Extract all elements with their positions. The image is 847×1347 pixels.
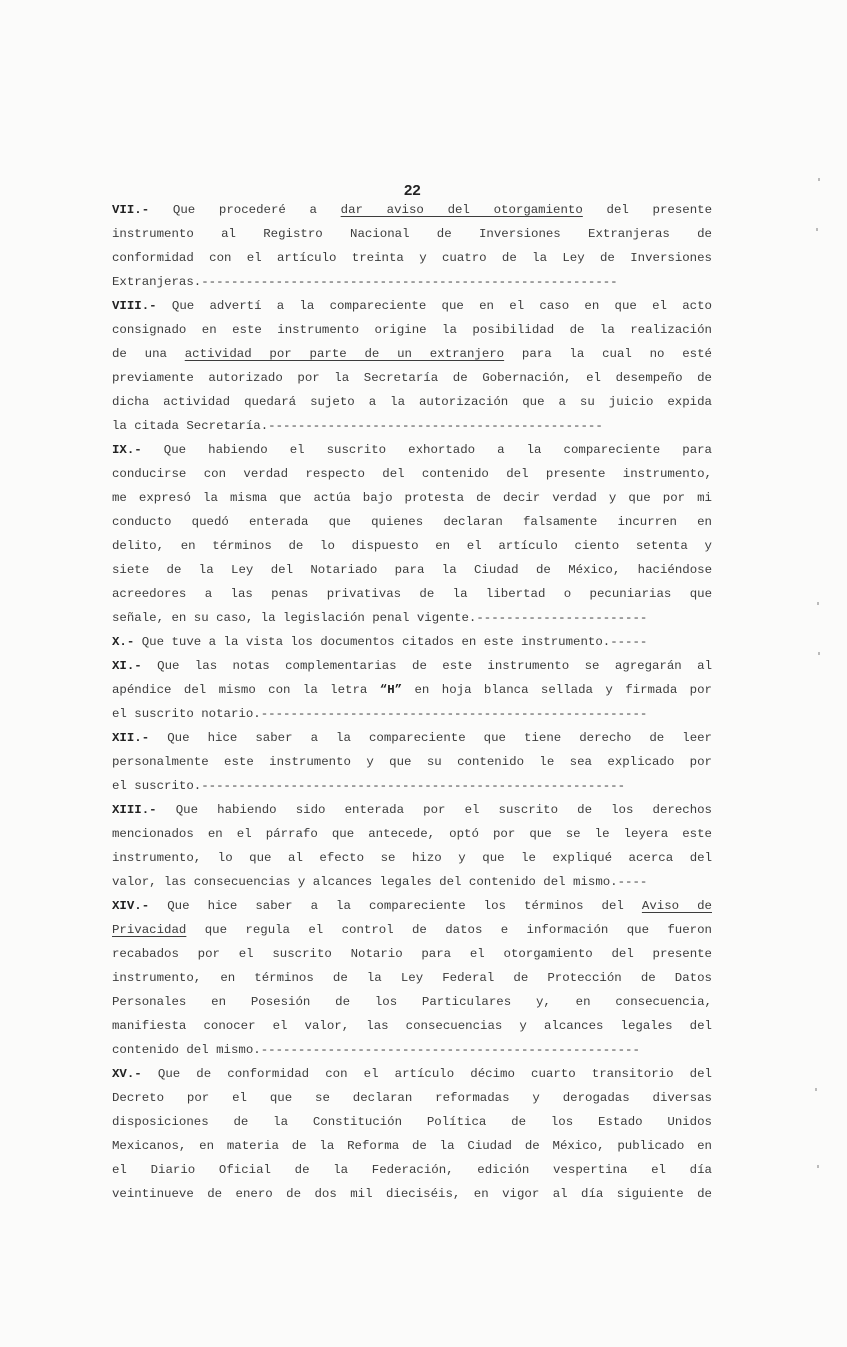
text-line — [112, 942, 712, 966]
scan-speck — [817, 602, 819, 605]
text-segment: disposiciones de la Constitución Política de los Estado Unidos — [112, 1115, 712, 1129]
text-line — [112, 558, 712, 582]
text-line — [112, 846, 712, 870]
underlined-text: Aviso de — [641, 899, 712, 913]
text-segment: en hoja blanca sellada y firmada por — [402, 683, 712, 697]
text-segment: Que habiendo sido enterada por el suscrito de los derechos — [156, 803, 712, 817]
text-line — [112, 510, 712, 534]
clause-label: XV.- — [112, 1067, 142, 1081]
clause-label: XII.- — [112, 731, 150, 745]
scan-speck — [816, 228, 818, 231]
text-line — [112, 1014, 712, 1038]
text-segment: Que procederé a — [149, 203, 341, 217]
text-line — [112, 1158, 712, 1182]
text-segment: Personales en Posesión de los Particulares y, en consecuencia, — [112, 995, 712, 1009]
text-line — [112, 366, 712, 390]
text-segment: señale, en su caso, la legislación penal vigente.----------------------- — [112, 611, 648, 625]
text-line — [112, 822, 712, 846]
text-line — [112, 438, 712, 462]
text-line — [112, 630, 712, 654]
underlined-text: Privacidad — [112, 923, 187, 937]
text-line — [112, 702, 712, 726]
text-line — [112, 486, 712, 510]
underlined-text: dar aviso del otorgamiento — [340, 203, 583, 217]
clause-label: VIII.- — [112, 299, 157, 313]
text-line — [112, 534, 712, 558]
text-segment: conducto quedó enterada que quienes declaran falsamente incurren en — [112, 515, 712, 529]
text-segment: acreedores a las penas privativas de la libertad o pecuniarias que — [112, 587, 712, 601]
text-line — [112, 774, 712, 798]
text-line — [112, 414, 712, 438]
text-segment: el Diario Oficial de la Federación, edición vespertina el día — [112, 1163, 712, 1177]
text-line — [112, 606, 712, 630]
text-line — [112, 1062, 712, 1086]
text-segment: dicha actividad quedará sujeto a la autorización que a su juicio expida — [112, 395, 712, 409]
text-segment: consignado en este instrumento origine la posibilidad de la realización — [112, 323, 712, 337]
text-segment: instrumento al Registro Nacional de Inversiones Extranjeras de — [112, 227, 712, 241]
text-segment: recabados por el suscrito Notario para el otorgamiento del presente — [112, 947, 712, 961]
scan-speck — [818, 652, 820, 655]
text-segment: conducirse con verdad respecto del contenido del presente instrumento, — [112, 467, 712, 481]
text-line — [112, 1134, 712, 1158]
text-segment: conformidad con el artículo treinta y cuatro de la Ley de Inversiones — [112, 251, 712, 265]
text-segment: veintinueve de enero de dos mil dieciséis, en vigor al día siguiente de — [112, 1187, 712, 1201]
text-segment: para la cual no esté — [504, 347, 712, 361]
text-line — [112, 582, 712, 606]
text-line — [112, 654, 712, 678]
text-segment: del presente — [582, 203, 712, 217]
underlined-text: actividad por parte de un extranjero — [184, 347, 505, 361]
text-line — [112, 678, 712, 702]
text-segment: instrumento, lo que al efecto se hizo y que le expliqué acerca del — [112, 851, 712, 865]
text-line — [112, 1182, 712, 1206]
text-line — [112, 222, 712, 246]
text-segment: Mexicanos, en materia de la Reforma de la Ciudad de México, publicado en — [112, 1139, 712, 1153]
text-segment: Extranjeras.-------------------------------------------------------- — [112, 275, 618, 289]
text-line — [112, 750, 712, 774]
scan-speck — [817, 1165, 819, 1168]
text-segment: la citada Secretaría.--------------------------------------------- — [112, 419, 603, 433]
text-line — [112, 1038, 712, 1062]
text-line — [112, 870, 712, 894]
text-segment: previamente autorizado por la Secretaría de Gobernación, el desempeño de — [112, 371, 712, 385]
scan-speck — [818, 178, 820, 181]
text-segment: me expresó la misma que actúa bajo protesta de decir verdad y que por mi — [112, 491, 712, 505]
clause-label: XIV.- — [112, 899, 150, 913]
text-segment: valor, las consecuencias y alcances legales del contenido del mismo.---- — [112, 875, 648, 889]
clause-label: IX.- — [112, 443, 142, 457]
text-segment: el suscrito notario.---------------------------------------------------- — [112, 707, 648, 721]
text-line — [112, 798, 712, 822]
text-line — [112, 390, 712, 414]
scan-speck — [815, 1088, 817, 1091]
document-body — [112, 198, 712, 1206]
text-segment: delito, en términos de lo dispuesto en el artículo ciento setenta y — [112, 539, 712, 553]
clause-label: XI.- — [112, 659, 142, 673]
text-segment: Que hice saber a la compareciente los términos del — [149, 899, 642, 913]
text-segment: mencionados en el párrafo que antecede, optó por que se le leyera este — [112, 827, 712, 841]
text-segment: Que las notas complementarias de este instrumento se agregarán al — [141, 659, 712, 673]
text-line — [112, 726, 712, 750]
text-segment: manifiesta conocer el valor, las consecuencias y alcances legales del — [112, 1019, 712, 1033]
text-line — [112, 1086, 712, 1110]
text-segment: Que hice saber a la compareciente que tiene derecho de leer — [149, 731, 712, 745]
text-segment: apéndice del mismo con la letra — [112, 683, 380, 697]
text-segment: personalmente este instrumento y que su contenido le sea explicado por — [112, 755, 712, 769]
page-number: 22 — [404, 182, 421, 199]
text-segment: Que habiendo el suscrito exhortado a la compareciente para — [141, 443, 712, 457]
text-segment: el suscrito.--------------------------------------------------------- — [112, 779, 626, 793]
clause-label: VII.- — [112, 203, 150, 217]
text-line — [112, 198, 712, 222]
text-line — [112, 990, 712, 1014]
clause-label: “H” — [379, 683, 403, 697]
text-segment: que regula el control de datos e información que fueron — [186, 923, 712, 937]
text-line — [112, 294, 712, 318]
text-line — [112, 462, 712, 486]
text-segment: Decreto por el que se declaran reformadas y derogadas diversas — [112, 1091, 712, 1105]
text-line — [112, 246, 712, 270]
clause-label: XIII.- — [112, 803, 157, 817]
text-segment: contenido del mismo.--------------------------------------------------- — [112, 1043, 640, 1057]
text-line — [112, 318, 712, 342]
text-line — [112, 966, 712, 990]
text-segment: Que tuve a la vista los documentos citados en este instrumento.----- — [134, 635, 648, 649]
text-segment: Que de conformidad con el artículo décimo cuarto transitorio del — [141, 1067, 712, 1081]
text-line — [112, 270, 712, 294]
clause-label: X.- — [112, 635, 135, 649]
text-segment: instrumento, en términos de la Ley Federal de Protección de Datos — [112, 971, 712, 985]
text-segment: siete de la Ley del Notariado para la Ciudad de México, haciéndose — [112, 563, 712, 577]
text-line — [112, 918, 712, 942]
text-line — [112, 894, 712, 918]
text-line — [112, 342, 712, 366]
text-segment: Que advertí a la compareciente que en el caso en que el acto — [156, 299, 712, 313]
text-segment: de una — [112, 347, 185, 361]
text-line — [112, 1110, 712, 1134]
